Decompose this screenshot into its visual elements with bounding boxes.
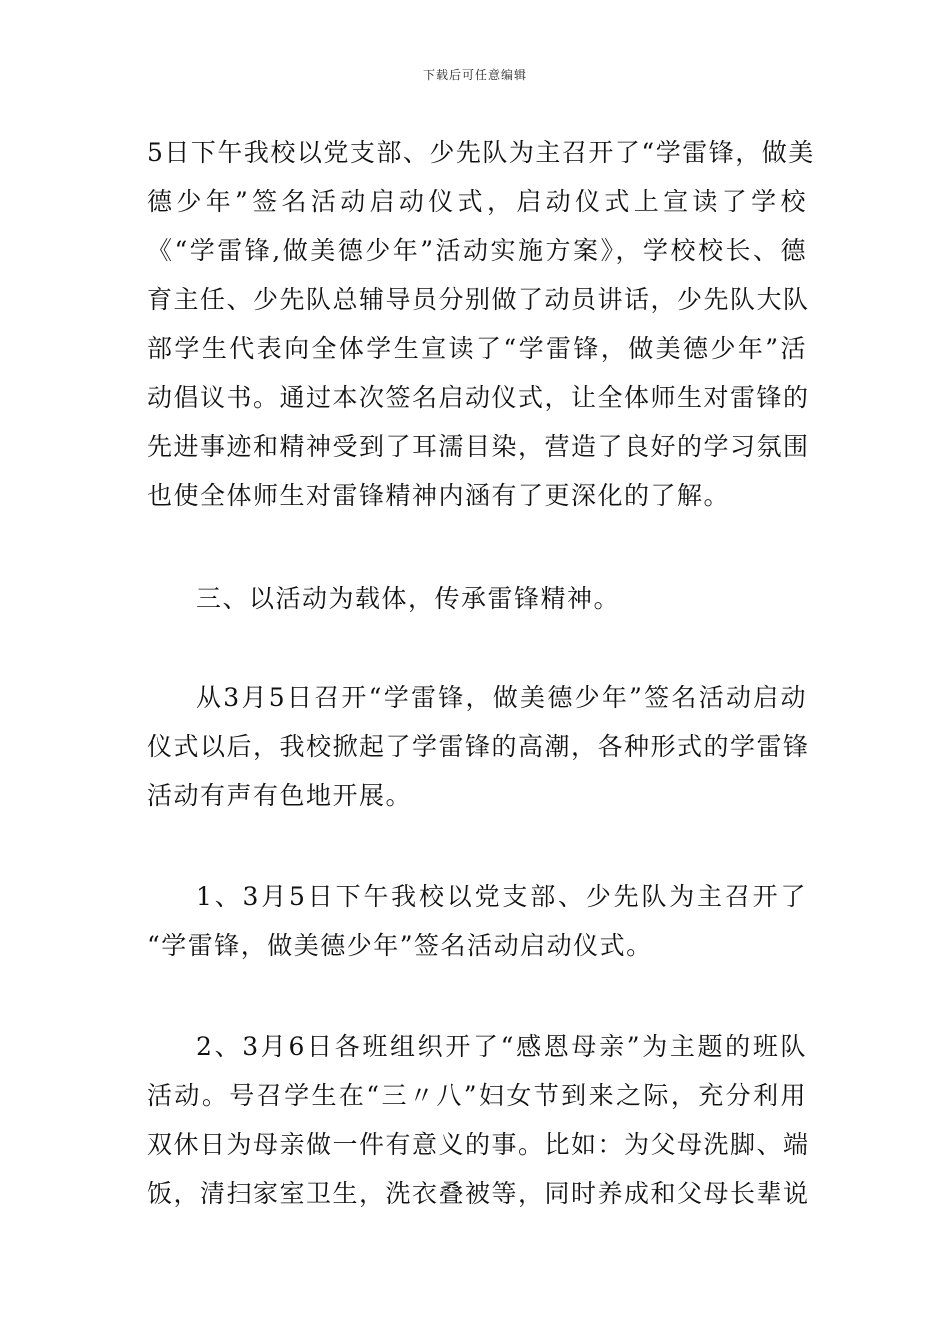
header-note: 下载后可任意编辑	[422, 68, 527, 82]
paragraph-line: 育主任、少先队总辅导员分别做了动员讲话，少先队大队	[147, 285, 810, 314]
paragraph-line: “学雷锋，做美德少年”签名活动启动仪式。	[147, 931, 653, 960]
paragraph-line: 先进事迹和精神受到了耳濡目染，营造了良好的学习氛围	[147, 432, 810, 461]
paragraph-line: 5日下午我校以党支部、少先队为主召开了“学雷锋，做美	[147, 138, 815, 167]
paragraph-line: 双休日为母亲做一件有意义的事。比如：为父母洗脚、端	[147, 1130, 810, 1159]
paragraph-line: 德少年”签名活动启动仪式，启动仪式上宣读了学校	[147, 187, 807, 216]
paragraph-line: 《“学雷锋,做美德少年”活动实施方案》，学校校长、德	[147, 236, 807, 265]
paragraph-line: 活动有声有色地开展。	[147, 781, 413, 810]
paragraph-line: 活动。号召学生在“三〃八”妇女节到来之际，充分利用	[147, 1081, 807, 1110]
paragraph-line: 动倡议书。通过本次签名启动仪式，让全体师生对雷锋的	[147, 383, 810, 412]
paragraph-line: 仪式以后，我校掀起了学雷锋的高潮，各种形式的学雷锋	[147, 732, 810, 761]
paragraph-line: 饭，清扫家室卫生，洗衣叠被等，同时养成和父母长辈说	[147, 1179, 810, 1208]
paragraph-line: 也使全体师生对雷锋精神内涵有了更深化的了解。	[147, 481, 731, 510]
paragraph-line: 从3月5日召开“学雷锋，做美德少年”签名活动启动	[196, 683, 807, 712]
paragraph-line: 1、3月5日下午我校以党支部、少先队为主召开了	[196, 882, 807, 911]
paragraph-line: 2、3月6日各班组织开了“感恩母亲”为主题的班队	[196, 1032, 807, 1061]
paragraph-line: 部学生代表向全体学生宣读了“学雷锋，做美德少年”活	[147, 334, 807, 363]
section-heading-text: 三、以活动为载体，传承雷锋精神。	[196, 584, 621, 613]
